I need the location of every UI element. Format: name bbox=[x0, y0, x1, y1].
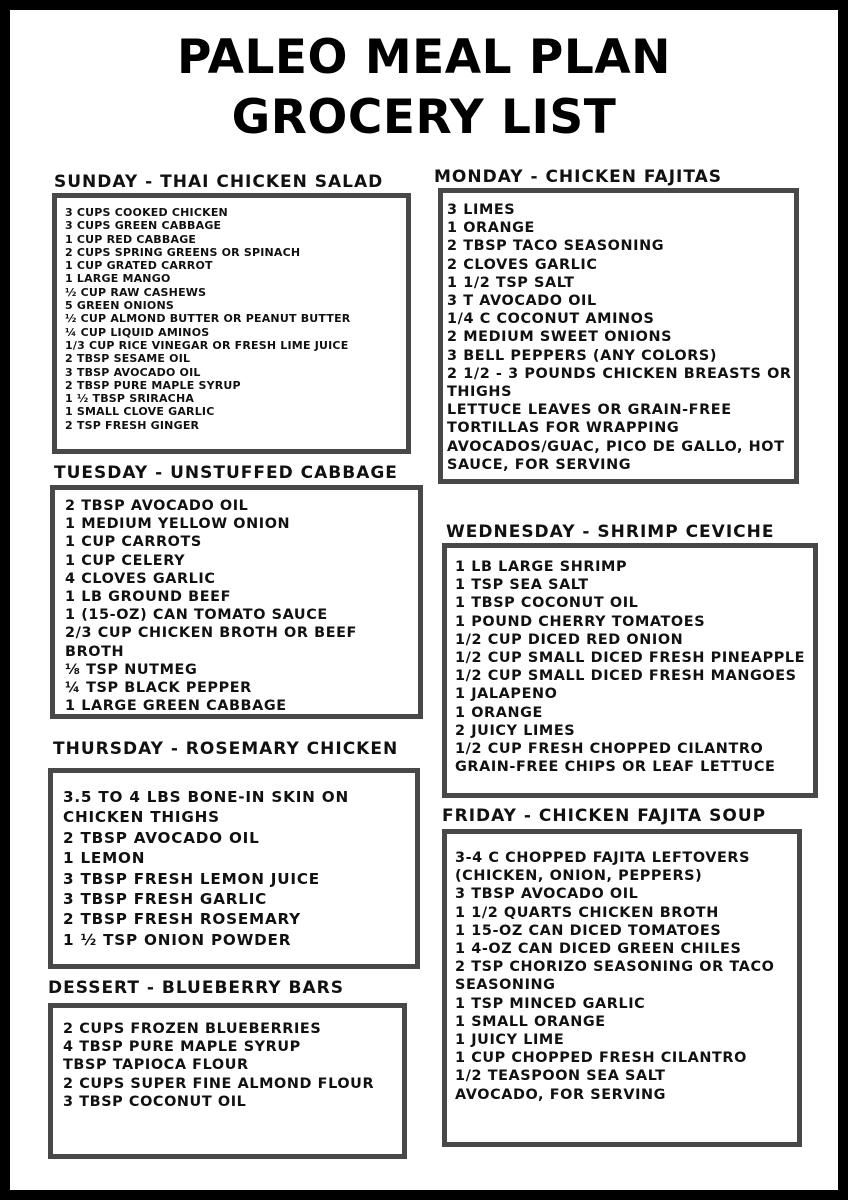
monday-list-box bbox=[438, 188, 799, 484]
grocery-item: 1 JALAPENO bbox=[455, 686, 558, 703]
grocery-item: 1 1/2 TSP SALT bbox=[447, 274, 575, 291]
grocery-item: 1 LEMON bbox=[63, 849, 146, 868]
grocery-item: 3 BELL PEPPERS (ANY COLORS) bbox=[447, 347, 718, 364]
grocery-item: 1 SMALL ORANGE bbox=[455, 1013, 606, 1030]
grocery-item: 5 GREEN ONIONS bbox=[65, 299, 174, 313]
grocery-item: 3 TBSP AVOCADO OIL bbox=[455, 886, 639, 903]
grocery-item: 1 LARGE MANGO bbox=[65, 272, 171, 286]
grocery-item: ⅛ TSP NUTMEG bbox=[65, 661, 198, 678]
grocery-item: ½ CUP ALMOND BUTTER OR PEANUT BUTTER bbox=[65, 312, 351, 326]
grocery-item: 1/2 CUP SMALL DICED FRESH MANGOES bbox=[455, 668, 797, 685]
grocery-item: 1 CUP GRATED CARROT bbox=[65, 259, 213, 273]
grocery-item: 1 15-OZ CAN DICED TOMATOES bbox=[455, 922, 722, 939]
grocery-item: 2 TSP CHORIZO SEASONING OR TACO SEASONING bbox=[455, 959, 775, 994]
dessert-list-box bbox=[48, 1003, 407, 1159]
page-title bbox=[10, 28, 838, 148]
grocery-item: 2 TBSP SESAME OIL bbox=[65, 352, 191, 366]
friday-heading: FRIDAY - CHICKEN FAJITA SOUP bbox=[442, 806, 767, 826]
grocery-item: 1 CUP CELERY bbox=[65, 552, 186, 569]
grocery-item: 2/3 CUP CHICKEN BROTH OR BEEF BROTH bbox=[65, 625, 357, 660]
grocery-item: 2 MEDIUM SWEET ONIONS bbox=[447, 329, 673, 346]
grocery-item: LETTUCE LEAVES OR GRAIN-FREE TORTILLAS FOR WRAPPING bbox=[447, 402, 732, 437]
grocery-item: 2 CUPS FROZEN BLUEBERRIES bbox=[63, 1021, 322, 1037]
friday-list bbox=[455, 849, 797, 1104]
grocery-item: GRAIN-FREE CHIPS OR LEAF LETTUCE bbox=[455, 759, 776, 776]
grocery-item: 4 TBSP PURE MAPLE SYRUP bbox=[63, 1039, 301, 1056]
sunday-heading: SUNDAY - THAI CHICKEN SALAD bbox=[54, 172, 384, 192]
grocery-item: 1 CUP RED CABBAGE bbox=[65, 232, 197, 246]
grocery-item: 3 CUPS GREEN CABBAGE bbox=[65, 219, 222, 233]
grocery-item: 1 LB LARGE SHRIMP bbox=[455, 559, 628, 575]
monday-heading: MONDAY - CHICKEN FAJITAS bbox=[434, 167, 723, 187]
thursday-list-box bbox=[48, 768, 420, 969]
sunday-list-box bbox=[52, 193, 411, 454]
grocery-item: 1 CUP CHOPPED FRESH CILANTRO bbox=[455, 1050, 747, 1067]
grocery-item: 1 ½ TSP ONION POWDER bbox=[63, 930, 292, 949]
grocery-item: TBSP TAPIOCA FLOUR bbox=[63, 1057, 249, 1074]
grocery-item: AVOCADO, FOR SERVING bbox=[455, 1086, 667, 1103]
grocery-item: 2 TBSP TACO SEASONING bbox=[447, 238, 665, 255]
grocery-item: 2 JUICY LIMES bbox=[455, 722, 576, 739]
grocery-item: 4 CLOVES GARLIC bbox=[65, 570, 216, 587]
grocery-item: 1/3 CUP RICE VINEGAR OR FRESH LIME JUICE bbox=[65, 338, 349, 352]
grocery-item: 1 1/2 QUARTS CHICKEN BROTH bbox=[455, 904, 719, 921]
grocery-item: 2 TBSP PURE MAPLE SYRUP bbox=[65, 378, 241, 392]
grocery-item: 2 1/2 - 3 POUNDS CHICKEN BREASTS OR THIGHS bbox=[447, 365, 792, 401]
grocery-item: 1 JUICY LIME bbox=[455, 1032, 565, 1049]
grocery-item: 3.5 TO 4 LBS BONE-IN SKIN ON CHICKEN THIGHS bbox=[63, 788, 349, 827]
grocery-item: 1/4 C COCONUT AMINOS bbox=[447, 311, 655, 328]
grocery-item: 1 POUND CHERRY TOMATOES bbox=[455, 613, 706, 630]
grocery-item: 1 MEDIUM YELLOW ONION bbox=[65, 516, 291, 533]
grocery-item: 1/2 TEASPOON SEA SALT bbox=[455, 1068, 666, 1085]
grocery-item: 1 ½ TBSP SRIRACHA bbox=[65, 392, 195, 406]
sunday-list bbox=[65, 206, 398, 432]
grocery-item: ¼ TSP BLACK PEPPER bbox=[65, 680, 252, 697]
grocery-list-page bbox=[10, 10, 838, 1190]
grocery-item: 2 CLOVES GARLIC bbox=[447, 256, 598, 273]
grocery-item: 3-4 C CHOPPED FAJITA LEFTOVERS (CHICKEN, ONION, PEPPERS) bbox=[455, 850, 751, 885]
grocery-item: 2 TSP FRESH GINGER bbox=[65, 418, 200, 432]
friday-list-box bbox=[442, 829, 802, 1147]
grocery-item: 1/2 CUP DICED RED ONION bbox=[455, 631, 684, 648]
grocery-item: 3 TBSP FRESH LEMON JUICE bbox=[63, 869, 320, 888]
thursday-list bbox=[63, 787, 415, 950]
grocery-item: 1/2 CUP SMALL DICED FRESH PINEAPPLE bbox=[455, 650, 806, 667]
tuesday-list bbox=[65, 497, 418, 715]
tuesday-heading: TUESDAY - UNSTUFFED CABBAGE bbox=[54, 463, 398, 483]
grocery-item: 2 CUPS SUPER FINE ALMOND FLOUR bbox=[63, 1075, 375, 1092]
grocery-item: ¼ CUP LIQUID AMINOS bbox=[65, 325, 210, 339]
grocery-item: 2 TBSP FRESH ROSEMARY bbox=[63, 910, 301, 929]
wednesday-list bbox=[455, 558, 813, 776]
monday-list bbox=[447, 201, 794, 474]
grocery-item: 1 ORANGE bbox=[455, 704, 543, 721]
tuesday-list-box bbox=[50, 485, 423, 719]
grocery-item: 2 CUPS SPRING GREENS OR SPINACH bbox=[65, 245, 301, 259]
dessert-heading: DESSERT - BLUEBERRY BARS bbox=[48, 978, 344, 998]
grocery-item: 3 TBSP FRESH GARLIC bbox=[63, 890, 268, 909]
grocery-item: 1 LARGE GREEN CABBAGE bbox=[65, 698, 287, 715]
grocery-item: AVOCADOS/GUAC, PICO DE GALLO, HOT SAUCE, FOR SERVING bbox=[447, 438, 785, 473]
grocery-item: 3 T AVOCADO OIL bbox=[447, 293, 597, 310]
grocery-item: 1 LB GROUND BEEF bbox=[65, 589, 232, 606]
wednesday-heading: WEDNESDAY - SHRIMP CEVICHE bbox=[446, 522, 775, 542]
grocery-item: 1 TSP MINCED GARLIC bbox=[455, 995, 646, 1012]
grocery-item: 3 TBSP COCONUT OIL bbox=[63, 1093, 247, 1110]
grocery-item: 3 CUPS COOKED CHICKEN bbox=[65, 206, 228, 219]
dessert-list bbox=[63, 1020, 402, 1111]
grocery-item: 1 4-OZ CAN DICED GREEN CHILES bbox=[455, 941, 742, 958]
grocery-item: 3 TBSP AVOCADO OIL bbox=[65, 365, 201, 379]
grocery-item: 2 TBSP AVOCADO OIL bbox=[65, 498, 249, 514]
grocery-item: 1 ORANGE bbox=[447, 220, 535, 237]
grocery-item: 1 TBSP COCONUT OIL bbox=[455, 595, 639, 612]
grocery-item: 3 LIMES bbox=[447, 202, 516, 218]
wednesday-list-box bbox=[442, 543, 818, 798]
page-title-line-1: PALEO MEAL PLAN bbox=[176, 30, 672, 85]
thursday-heading: THURSDAY - ROSEMARY CHICKEN bbox=[53, 739, 399, 759]
grocery-item: 1 SMALL CLOVE GARLIC bbox=[65, 405, 215, 419]
grocery-item: ½ CUP RAW CASHEWS bbox=[65, 285, 207, 299]
grocery-item: 2 TBSP AVOCADO OIL bbox=[63, 828, 260, 847]
grocery-item: 1 CUP CARROTS bbox=[65, 534, 202, 551]
grocery-item: 1 TSP SEA SALT bbox=[455, 577, 589, 594]
grocery-item: 1 (15-OZ) CAN TOMATO SAUCE bbox=[65, 607, 328, 624]
page-title-line-2: GROCERY LIST bbox=[231, 90, 617, 145]
grocery-item: 1/2 CUP FRESH CHOPPED CILANTRO bbox=[455, 741, 764, 758]
